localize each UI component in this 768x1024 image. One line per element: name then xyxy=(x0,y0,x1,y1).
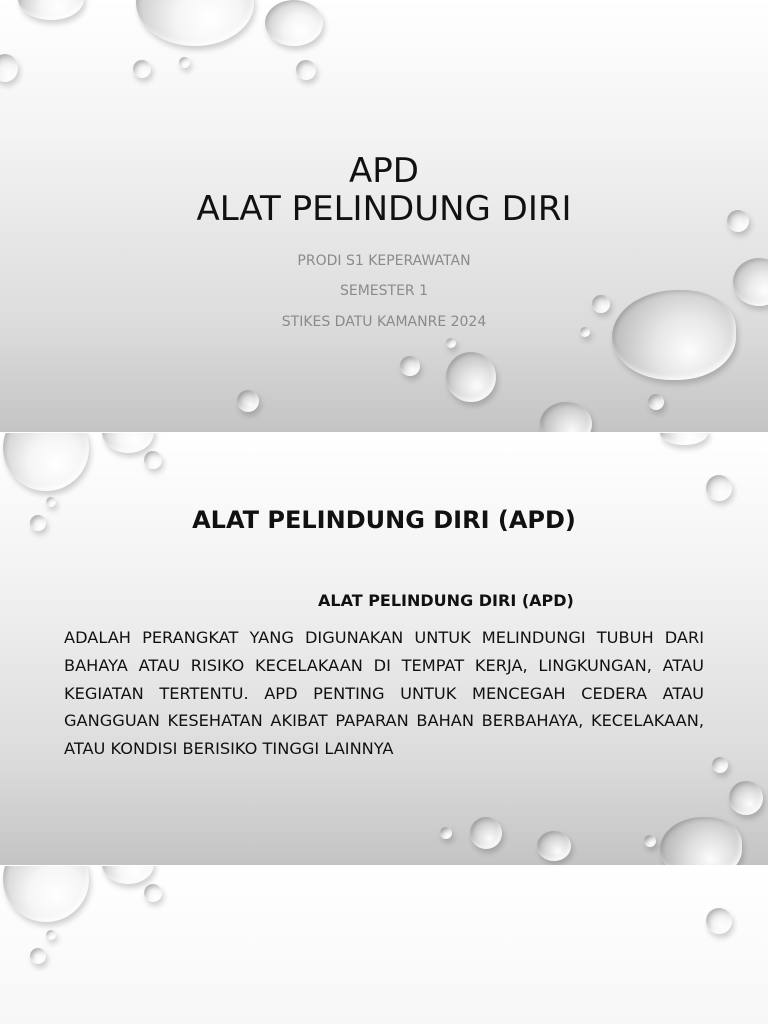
slide-title xyxy=(0,152,768,228)
water-drop xyxy=(537,831,571,861)
title-line-2: ALAT PELINDUNG DIRI xyxy=(196,189,572,229)
water-drop xyxy=(706,908,732,934)
water-drop xyxy=(296,60,316,80)
water-drop xyxy=(144,451,162,469)
water-drop xyxy=(446,352,496,402)
subtitle-semester: SEMESTER 1 xyxy=(339,283,429,299)
water-drop xyxy=(265,0,323,46)
subtitle-program: PRODI S1 KEPERAWATAN xyxy=(297,253,471,269)
water-drop xyxy=(133,60,151,78)
water-drop xyxy=(660,433,708,445)
water-drop xyxy=(144,884,162,902)
water-drop xyxy=(712,757,728,773)
water-drop xyxy=(18,0,84,20)
water-drop xyxy=(3,866,89,922)
water-drop xyxy=(3,433,89,491)
water-drop xyxy=(102,866,154,884)
definition-term: ALAT PELINDUNG DIRI (APD) xyxy=(318,591,574,610)
water-drop xyxy=(46,930,56,940)
next-slide-partial xyxy=(0,866,768,1024)
title-slide xyxy=(0,0,768,432)
title-line-1: APD xyxy=(349,151,419,191)
water-drop xyxy=(400,356,420,376)
water-drop xyxy=(237,390,259,412)
water-drop xyxy=(136,0,254,46)
water-drop xyxy=(729,781,763,815)
water-drop xyxy=(0,54,18,82)
water-drop xyxy=(470,817,502,849)
water-drop xyxy=(102,433,154,453)
water-drop xyxy=(644,835,656,847)
water-drop xyxy=(30,948,46,964)
water-drop xyxy=(660,817,742,865)
water-drop xyxy=(706,475,732,501)
subtitle-institution: STIKES DATU KAMANRE 2024 xyxy=(281,314,487,330)
water-drop xyxy=(540,402,592,432)
content-slide xyxy=(0,433,768,865)
slide-heading: ALAT PELINDUNG DIRI (APD) xyxy=(192,506,576,534)
water-drop xyxy=(179,57,190,68)
water-drop xyxy=(612,290,736,380)
water-drop xyxy=(446,338,456,348)
water-drop xyxy=(440,827,452,839)
water-drop xyxy=(648,394,664,410)
definition-text: ADALAH PERANGKAT YANG DIGUNAKAN UNTUK MELINDUNGI TUBUH DARI BAHAYA ATAU RISIKO KECELAKAAN DI TEMPAT KERJA, LINGKUNGAN, ATAU KEGIATAN TERTENTU. APD PENTING UNTUK MENCEGAH CEDERA ATAU GANGGUAN KESEHATAN AKIBAT PAPARAN BAHAN BERBAHAYA, KECELAKAAN, ATAU KONDISI BERISIKO TINGGI LAINNYA xyxy=(64,628,704,759)
